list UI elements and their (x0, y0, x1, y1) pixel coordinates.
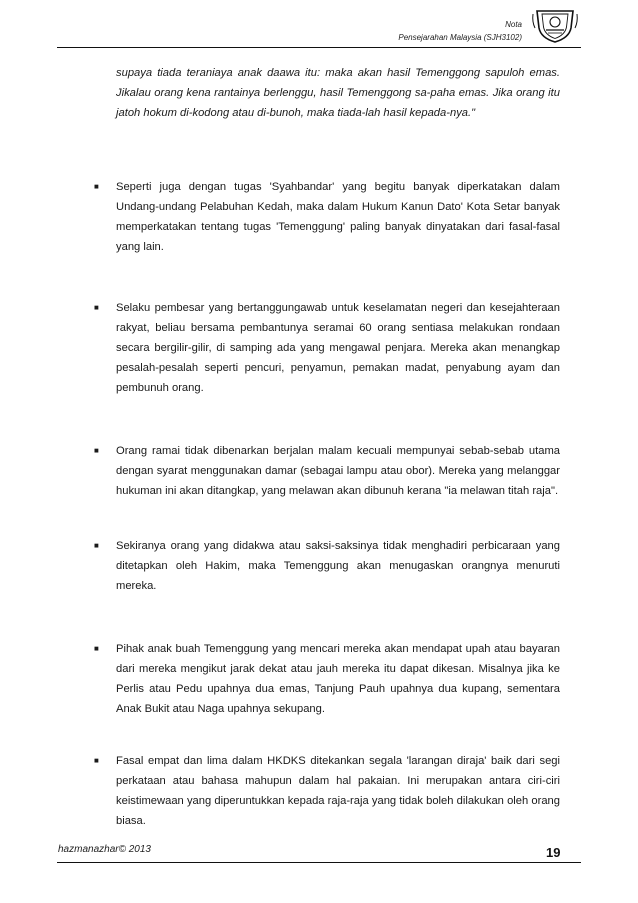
bullet-marker: ■ (94, 756, 99, 765)
bullet-paragraph: Selaku pembesar yang bertanggungawab untuk keselamatan negeri dan kesejahteraan rakyat, beliau bersama pembantunya seramai 60 orang sentiasa melakukan rondaan secara bergilir-gilir, di samping ada yang mengawal penjara. Mereka akan menangkap pesalah-pesalah seperti pencuri, penyamun, pemakan madat, penyabung ayam dan pembunuh orang. (116, 302, 560, 394)
bullet-paragraph: Seperti juga dengan tugas 'Syahbandar' yang begitu banyak diperkatakan dalam Undang-undang Pelabuhan Kedah, maka dalam Hukum Kanun Dato' Kota Setar banyak memperkatakan tentang tugas 'Temenggung' paling banyak dinyatakan dari fasal-fasal yang lain. (116, 181, 560, 253)
bullet-marker: ■ (94, 446, 99, 455)
university-crest-icon (531, 8, 579, 44)
bullet-paragraph: Pihak anak buah Temenggung yang mencari mereka akan mendapat upah atau bayaran dari mereka mengikut jarak dekat atau jauh mereka itu dapat dikesan. Misalnya jika ke Perlis atau Pedu upahnya dua emas, Tanjung Pauh upahnya dua kupang, sementara Anak Bukit atau Naga upahnya sekupang. (116, 643, 560, 715)
bullet-marker: ■ (94, 644, 99, 653)
footer-copyright: hazmanazhar© 2013 (58, 844, 151, 855)
footer-divider (57, 862, 581, 863)
quoted-passage: supaya tiada teraniaya anak daawa itu: maka akan hasil Temenggong sapuloh emas. Jikalau orang kena rantainya berlenggu, hasil Temenggong sa-paha emas. Jika orang itu jatoh hokum di-kodong atau di-bunoh, maka tiada-lah hasil kepada-nya." (116, 67, 560, 119)
bullet-paragraph: Orang ramai tidak dibenarkan berjalan malam kecuali mempunyai sebab-sebab utama dengan syarat menggunakan damar (sebagai lampu atau obor). Mereka yang melanggar hukuman ini akan ditangkap, yang melawan akan dibunuh kerana "ia melawan titah raja". (116, 445, 560, 497)
header-divider (57, 47, 581, 48)
header-course: Pensejarahan Malaysia (SJH3102) (398, 33, 522, 42)
bullet-marker: ■ (94, 541, 99, 550)
page-header (398, 18, 522, 44)
header-title: Nota (505, 20, 522, 29)
page-number: 19 (546, 845, 561, 860)
bullet-paragraph: Fasal empat dan lima dalam HKDKS ditekankan segala 'larangan diraja' baik dari segi perkataan atau bahasa mahupun dalam hal pakaian. Ini merupakan antara ciri-ciri keistimewaan yang diperuntukkan kepada raja-raja yang tidak boleh dilakukan oleh orang biasa. (116, 755, 560, 827)
bullet-paragraph: Sekiranya orang yang didakwa atau saksi-saksinya tidak menghadiri perbicaraan yang ditetapkan oleh Hakim, maka Temenggung akan menugaskan orangnya menuruti mereka. (116, 540, 560, 592)
bullet-marker: ■ (94, 182, 99, 191)
bullet-marker: ■ (94, 303, 99, 312)
